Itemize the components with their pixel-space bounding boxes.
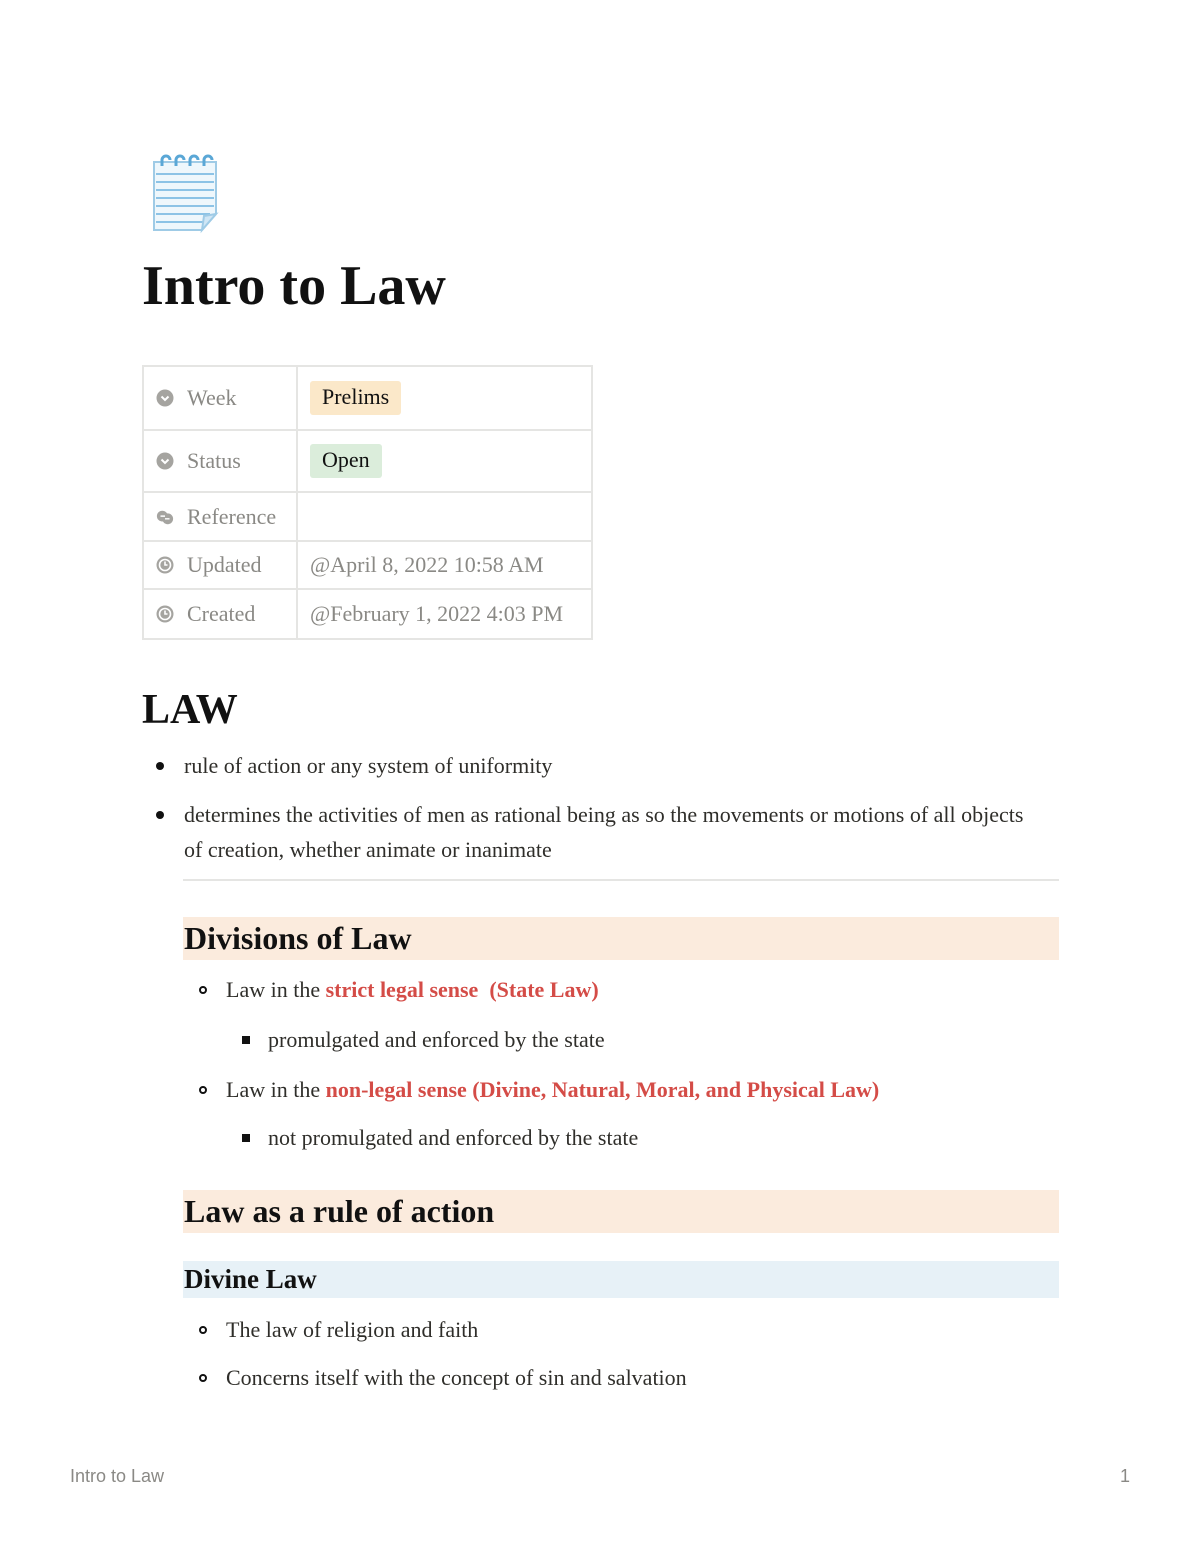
square-bullet-icon [242, 1134, 250, 1142]
divine-law-heading: Divine Law [183, 1261, 1059, 1298]
highlight-text: strict legal sense (State Law) [325, 977, 599, 1002]
list-item: promulgated and enforced by the state [268, 1027, 605, 1052]
notepad-icon [150, 152, 220, 234]
hollow-bullet-icon [199, 986, 207, 994]
list-item [226, 975, 599, 1005]
list-item-text: rule of action or any system of uniformity [184, 753, 553, 778]
list-item: Concerns itself with the concept of sin and salvation [226, 1365, 687, 1390]
week-tag[interactable]: Prelims [310, 381, 401, 415]
select-icon [156, 389, 174, 407]
hollow-bullet-icon [199, 1326, 207, 1334]
footer-title: Intro to Law [70, 1466, 165, 1486]
divisions-heading: Divisions of Law [183, 917, 1059, 960]
property-label: Reference [187, 503, 277, 529]
created-value: @February 1, 2022 4:03 PM [310, 601, 564, 626]
list-item [142, 797, 1042, 867]
property-label: Updated [187, 552, 262, 577]
rule-of-action-heading: Law as a rule of action [183, 1190, 1059, 1233]
list-item [226, 1075, 879, 1105]
clock-icon [156, 556, 174, 574]
property-row-created[interactable] [143, 589, 592, 639]
select-icon [156, 452, 174, 470]
highlight-text: non-legal sense (Divine, Natural, Moral, and Physical Law) [325, 1077, 880, 1102]
law-heading: LAW [142, 687, 238, 733]
property-row-updated[interactable] [143, 541, 592, 589]
law-bullet-list [142, 748, 1042, 881]
hollow-bullet-icon [199, 1086, 207, 1094]
property-row-status[interactable] [143, 430, 592, 492]
hollow-bullet-icon [199, 1374, 207, 1382]
list-item-text: Law in the [226, 977, 326, 1002]
divider [183, 879, 1059, 881]
property-row-reference[interactable] [143, 492, 592, 541]
property-label: Week [187, 385, 237, 410]
page-number: 1 [1119, 1466, 1130, 1486]
list-item [142, 748, 1042, 783]
list-item: The law of religion and faith [226, 1317, 479, 1342]
clock-icon [156, 605, 174, 623]
list-item-text: determines the activities of men as rational being as so the movements or motions of all objects of creation, whether animate or inanimate [184, 802, 1024, 862]
property-label: Created [187, 601, 256, 626]
status-tag[interactable]: Open [310, 444, 382, 478]
bullet-icon [156, 762, 164, 770]
bullet-icon [156, 811, 164, 819]
properties-table [142, 365, 593, 640]
property-row-week[interactable] [143, 366, 592, 430]
property-label: Status [187, 448, 241, 473]
relation-icon [156, 508, 174, 526]
list-item: not promulgated and enforced by the state [268, 1125, 639, 1150]
list-item-text: Law in the [226, 1077, 326, 1102]
updated-value: @April 8, 2022 10:58 AM [310, 552, 544, 577]
square-bullet-icon [242, 1036, 250, 1044]
page-title: Intro to Law [142, 255, 446, 317]
